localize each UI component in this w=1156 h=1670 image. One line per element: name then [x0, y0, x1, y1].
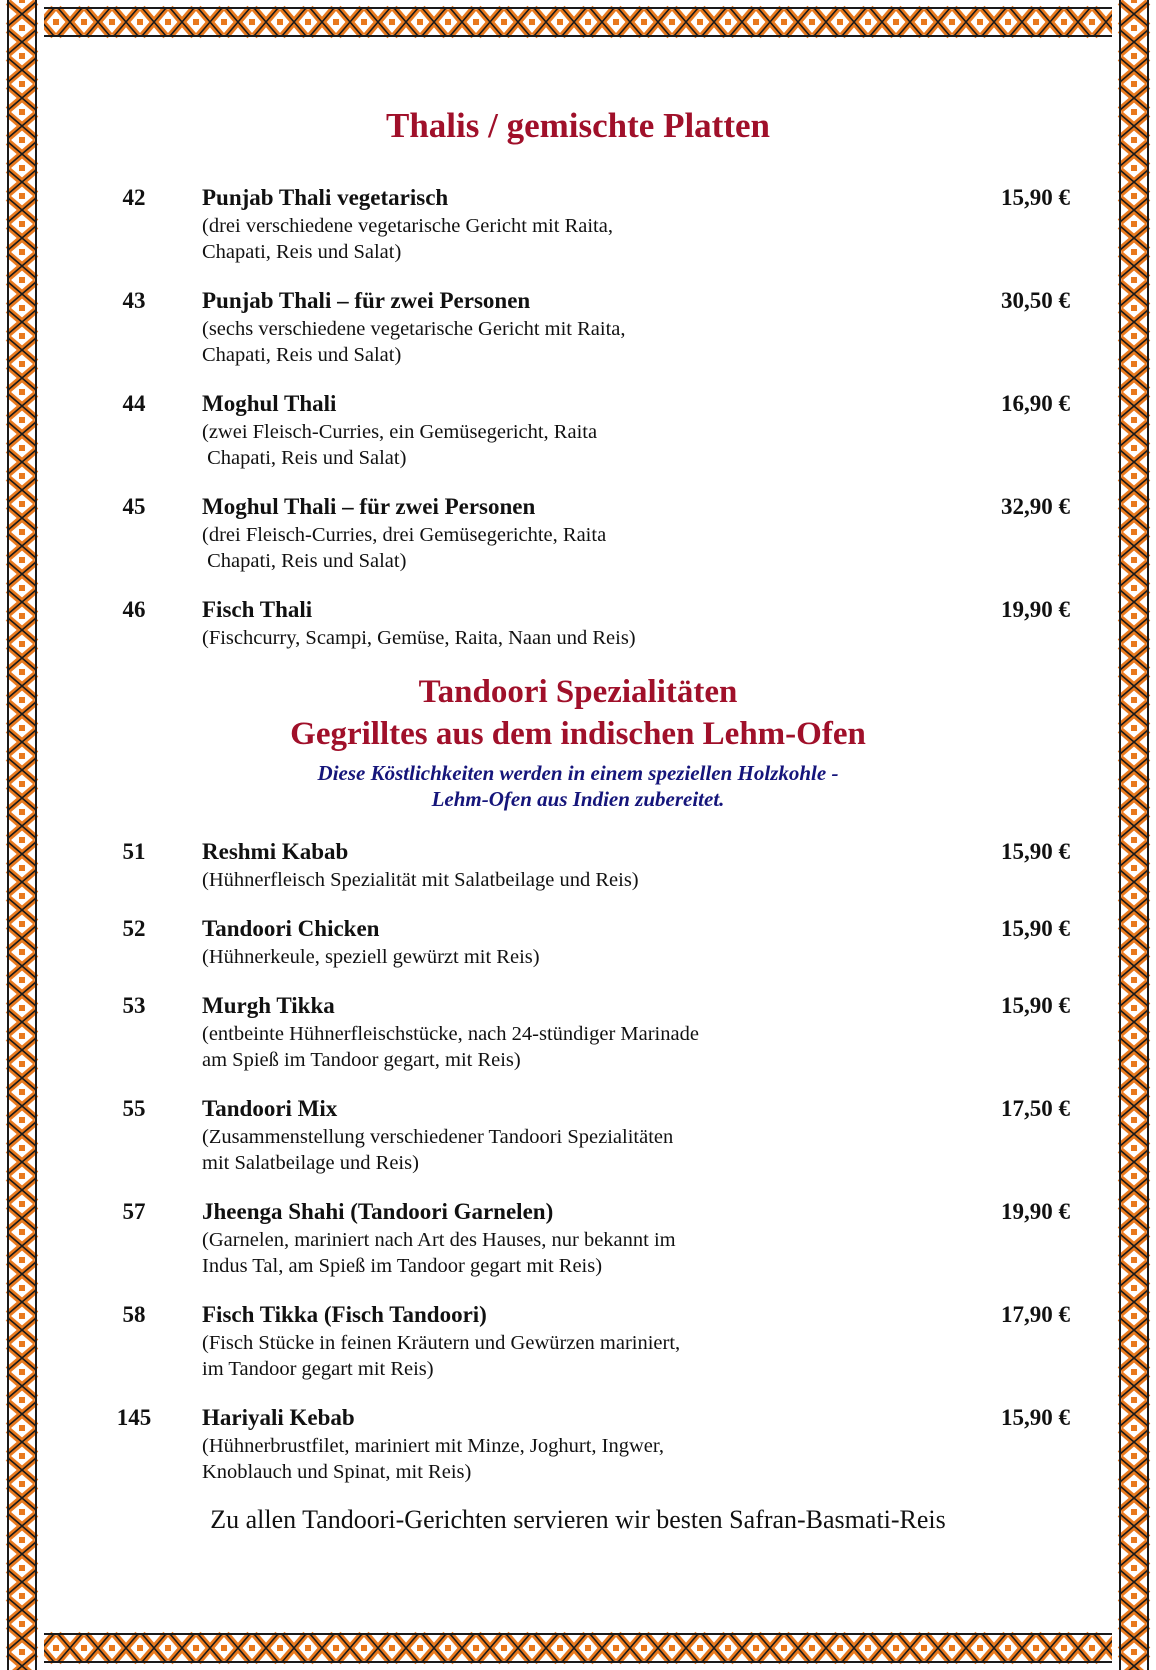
item-description: (Zusammenstellung verschiedener Tandoori Spezialitäten mit Salatbeilage und Reis)	[202, 1126, 674, 1174]
item-name: Moghul Thali – für zwei Personen	[202, 494, 536, 519]
menu-page	[44, 44, 1112, 1626]
item-price: 15,90 €	[1001, 1405, 1070, 1430]
item-name: Punjab Thali – für zwei Personen	[202, 288, 531, 313]
item-number: 46	[122, 597, 146, 622]
item-price: 17,50 €	[1001, 1096, 1070, 1121]
menu-item	[44, 390, 1112, 470]
item-description: (zwei Fleisch-Curries, ein Gemüsegericht, Raita Chapati, Reis und Salat)	[202, 421, 598, 469]
item-number: 53	[122, 993, 146, 1018]
item-price: 15,90 €	[1001, 839, 1070, 864]
item-price: 16,90 €	[1001, 391, 1070, 416]
menu-item	[44, 493, 1112, 573]
section-intro-line1: Diese Köstlichkeiten werden in einem speziellen Holzkohle -	[317, 761, 839, 785]
item-name: Moghul Thali	[202, 391, 337, 416]
item-number: 42	[122, 185, 146, 210]
menu-item	[44, 1095, 1112, 1175]
decorative-border-left	[0, 0, 44, 1670]
menu-item	[44, 1301, 1112, 1381]
footer-note: Zu allen Tandoori-Gerichten servieren wir besten Safran-Basmati-Reis	[210, 1505, 946, 1534]
item-description: (Hühnerkeule, speziell gewürzt mit Reis)	[202, 946, 540, 968]
item-price: 19,90 €	[1001, 1199, 1070, 1224]
menu-item	[44, 287, 1112, 367]
item-name: Reshmi Kabab	[202, 839, 349, 864]
item-description: (Garnelen, mariniert nach Art des Hauses, nur bekannt im Indus Tal, am Spieß im Tandoor gegart mit Reis)	[202, 1229, 676, 1277]
item-number: 45	[122, 494, 146, 519]
item-price: 17,90 €	[1001, 1302, 1070, 1327]
menu-item	[44, 1404, 1112, 1484]
item-name: Punjab Thali vegetarisch	[202, 185, 449, 210]
item-price: 15,90 €	[1001, 185, 1070, 210]
decorative-border-bottom	[0, 1626, 1156, 1670]
item-price: 15,90 €	[1001, 916, 1070, 941]
item-description: (Fisch Stücke in feinen Kräutern und Gewürzen mariniert, im Tandoor gegart mit Reis)	[202, 1332, 681, 1380]
item-description: (sechs verschiedene vegetarische Gericht mit Raita, Chapati, Reis und Salat)	[202, 318, 626, 366]
item-name: Tandoori Chicken	[202, 916, 380, 941]
item-number: 51	[122, 839, 146, 864]
item-description: (entbeinte Hühnerfleischstücke, nach 24-stündiger Marinade am Spieß im Tandoor gegart, mit Reis)	[202, 1023, 699, 1071]
item-name: Fisch Thali	[202, 597, 313, 622]
item-name: Fisch Tikka (Fisch Tandoori)	[202, 1302, 487, 1327]
item-description: (drei Fleisch-Curries, drei Gemüsegerichte, Raita Chapati, Reis und Salat)	[202, 524, 607, 572]
menu-item	[44, 838, 1112, 918]
item-number: 57	[122, 1199, 146, 1224]
menu-item	[44, 1198, 1112, 1278]
section-intro-line2: Lehm-Ofen aus Indien zubereitet.	[431, 787, 725, 811]
menu-item	[44, 915, 1112, 995]
item-number: 44	[122, 391, 146, 416]
menu-item	[44, 992, 1112, 1072]
item-price: 30,50 €	[1001, 288, 1070, 313]
item-price: 32,90 €	[1001, 494, 1070, 519]
item-number: 55	[122, 1096, 146, 1121]
item-price: 19,90 €	[1001, 597, 1070, 622]
menu-item	[44, 184, 1112, 264]
item-name: Murgh Tikka	[202, 993, 335, 1018]
section-title-tandoori: Tandoori Spezialitäten	[418, 674, 738, 710]
item-description: (Hühnerfleisch Spezialität mit Salatbeilage und Reis)	[202, 869, 639, 891]
decorative-border-top	[0, 0, 1156, 44]
item-description: (drei verschiedene vegetarische Gericht mit Raita, Chapati, Reis und Salat)	[202, 215, 613, 263]
item-name: Jheenga Shahi (Tandoori Garnelen)	[202, 1199, 554, 1224]
section-subtitle-tandoori: Gegrilltes aus dem indischen Lehm-Ofen	[290, 716, 866, 752]
item-number: 43	[122, 288, 146, 313]
item-number: 145	[116, 1405, 152, 1430]
item-description: (Hühnerbrustfilet, mariniert mit Minze, Joghurt, Ingwer, Knoblauch und Spinat, mit Reis)	[202, 1435, 665, 1483]
menu-item	[44, 596, 1112, 676]
item-description: (Fischcurry, Scampi, Gemüse, Raita, Naan und Reis)	[202, 627, 636, 649]
section-title-thalis: Thalis / gemischte Platten	[386, 106, 770, 145]
item-name: Hariyali Kebab	[202, 1405, 355, 1430]
item-number: 52	[122, 916, 146, 941]
decorative-border-right	[1112, 0, 1156, 1670]
item-number: 58	[122, 1302, 146, 1327]
item-price: 15,90 €	[1001, 993, 1070, 1018]
item-name: Tandoori Mix	[202, 1096, 338, 1121]
